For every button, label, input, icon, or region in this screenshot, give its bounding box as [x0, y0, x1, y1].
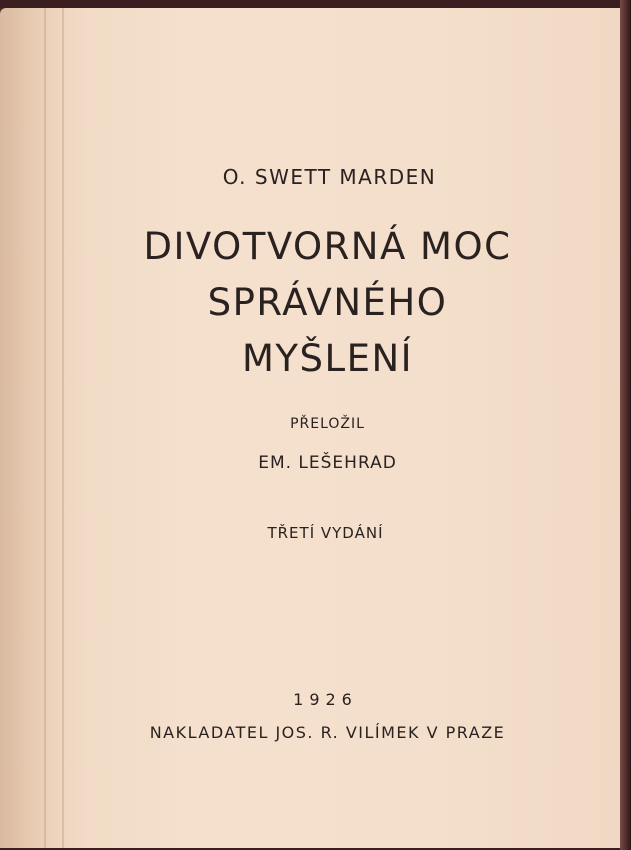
translator-name: EM. LEŠEHRAD [258, 453, 397, 473]
title-line-1: DIVOTVORNÁ MOC [143, 225, 512, 268]
title-line-2: SPRÁVNÉHO [207, 281, 448, 324]
publisher-line: NAKLADATEL JOS. R. VILÍMEK V PRAZE [149, 723, 506, 742]
author-name: O. SWETT MARDEN [222, 165, 437, 189]
title-line-3: MYŠLENÍ [241, 337, 414, 380]
edition-label: TŘETÍ VYDÁNÍ [267, 524, 384, 542]
translated-by-label: PŘELOŽIL [290, 416, 365, 432]
publication-year: 1926 [293, 690, 358, 709]
